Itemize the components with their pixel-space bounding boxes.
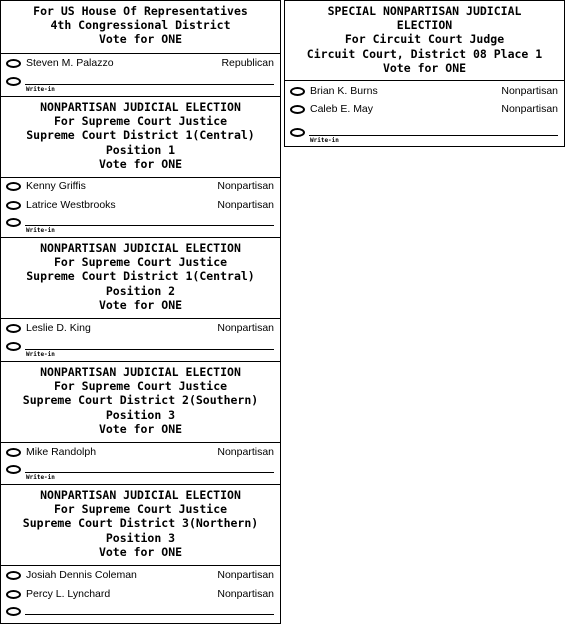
candidate-party: Republican: [221, 57, 274, 69]
contest-title: For Supreme Court Justice: [53, 502, 228, 517]
contest-position: Position 2: [105, 283, 176, 298]
write-in-row[interactable]: [1, 75, 280, 95]
candidate-name: Josiah Dennis Coleman: [26, 569, 137, 581]
contest-title: For Supreme Court Justice: [53, 255, 228, 270]
candidate-party: Nonpartisan: [217, 588, 274, 600]
candidate-name: Mike Randolph: [26, 446, 97, 458]
vote-instruction: Vote for ONE: [382, 60, 467, 75]
divider: [1, 318, 280, 319]
vote-oval[interactable]: [6, 77, 21, 86]
contest-title: For US House Of Representatives: [33, 4, 248, 18]
contest-position: Position 3: [105, 407, 176, 422]
vote-oval[interactable]: [6, 59, 21, 68]
candidate-name: Percy L. Lynchard: [26, 588, 111, 600]
candidate-name: Brian K. Burns: [310, 85, 378, 97]
contest-header: [1, 97, 280, 171]
contest-header: [1, 485, 280, 559]
candidate-row[interactable]: [1, 568, 280, 586]
candidate-row[interactable]: [1, 445, 280, 463]
contest-position: Position 3: [105, 530, 176, 545]
candidate-row[interactable]: [1, 587, 280, 605]
contest-circuit-court-d08-p1: [284, 0, 565, 147]
candidate-row[interactable]: [285, 84, 564, 102]
candidate-name: Caleb E. May: [310, 103, 374, 115]
candidate-row[interactable]: [1, 198, 280, 216]
candidate-party: Nonpartisan: [501, 85, 558, 97]
contest-type: NONPARTISAN JUDICIAL ELECTION: [40, 488, 241, 502]
divider: [285, 80, 564, 81]
divider: [1, 442, 280, 443]
candidate-row[interactable]: [1, 179, 280, 197]
vote-oval[interactable]: [290, 128, 305, 137]
contest-supreme-court-d1-p1: [0, 96, 281, 238]
contest-header: [1, 1, 280, 47]
vote-oval[interactable]: [6, 448, 21, 457]
vote-oval[interactable]: [6, 590, 21, 599]
candidate-row[interactable]: [1, 321, 280, 339]
contest-type: NONPARTISAN JUDICIAL ELECTION: [40, 100, 241, 114]
write-in-line[interactable]: [25, 349, 274, 350]
contest-type: NONPARTISAN JUDICIAL ELECTION: [40, 241, 241, 255]
write-in-row[interactable]: [1, 463, 280, 483]
contest-supreme-court-d1-p2: [0, 237, 281, 362]
vote-instruction: Vote for ONE: [98, 32, 183, 47]
write-in-label: Write-in: [26, 351, 55, 358]
write-in-line[interactable]: [25, 472, 274, 473]
vote-oval[interactable]: [6, 324, 21, 333]
write-in-row[interactable]: [285, 126, 564, 146]
write-in-row[interactable]: [1, 340, 280, 360]
contest-header: [285, 1, 564, 75]
write-in-line[interactable]: [25, 614, 274, 615]
contest-type: SPECIAL NONPARTISAN JUDICIAL: [327, 4, 522, 18]
contest-district: Supreme Court District 1(Central): [26, 128, 255, 143]
write-in-line[interactable]: [25, 84, 274, 85]
divider: [1, 565, 280, 566]
vote-oval[interactable]: [6, 201, 21, 210]
contest-type: NONPARTISAN JUDICIAL ELECTION: [40, 365, 241, 379]
contest-district: Supreme Court District 3(Northern): [22, 516, 259, 531]
vote-instruction: Vote for ONE: [98, 544, 183, 559]
write-in-label: Write-in: [310, 137, 339, 144]
contest-title: For Supreme Court Justice: [53, 379, 228, 394]
contest-title: For Circuit Court Judge: [344, 32, 505, 47]
vote-oval[interactable]: [6, 342, 21, 351]
vote-oval[interactable]: [290, 105, 305, 114]
vote-instruction: Vote for ONE: [98, 421, 183, 436]
contest-us-house: [0, 0, 281, 97]
vote-oval[interactable]: [6, 465, 21, 474]
vote-instruction: Vote for ONE: [98, 156, 183, 171]
vote-oval[interactable]: [6, 571, 21, 580]
candidate-name: Leslie D. King: [26, 322, 91, 334]
divider: [1, 53, 280, 54]
vote-oval[interactable]: [290, 87, 305, 96]
write-in-line[interactable]: [25, 225, 274, 226]
candidate-party: Nonpartisan: [217, 180, 274, 192]
contest-supreme-court-d3-p3: [0, 484, 281, 624]
contest-district: Supreme Court District 1(Central): [26, 269, 255, 284]
contest-district: 4th Congressional District: [50, 18, 231, 33]
write-in-label: Write-in: [26, 86, 55, 93]
candidate-party: Nonpartisan: [217, 569, 274, 581]
contest-supreme-court-d2-p3: [0, 361, 281, 485]
contest-title: For Supreme Court Justice: [53, 114, 228, 129]
candidate-name: Kenny Griffis: [26, 180, 86, 192]
write-in-line[interactable]: [309, 135, 558, 136]
write-in-label: Write-in: [26, 474, 55, 481]
vote-oval[interactable]: [6, 182, 21, 191]
divider: [1, 177, 280, 178]
candidate-name: Steven M. Palazzo: [26, 57, 114, 69]
candidate-party: Nonpartisan: [217, 446, 274, 458]
candidate-party: Nonpartisan: [217, 322, 274, 334]
contest-district: Supreme Court District 2(Southern): [22, 393, 259, 408]
write-in-row[interactable]: [1, 605, 280, 624]
candidate-row[interactable]: [1, 56, 280, 74]
contest-header: [1, 238, 280, 312]
contest-district: Circuit Court, District 08 Place 1: [306, 46, 543, 61]
contest-header: [1, 362, 280, 436]
candidate-row[interactable]: [285, 102, 564, 120]
contest-type-cont: ELECTION: [396, 18, 453, 33]
write-in-row[interactable]: [1, 216, 280, 236]
contest-position: Position 1: [105, 142, 176, 157]
vote-oval[interactable]: [6, 607, 21, 616]
vote-oval[interactable]: [6, 218, 21, 227]
write-in-label: Write-in: [26, 227, 55, 234]
candidate-name: Latrice Westbrooks: [26, 199, 116, 211]
candidate-party: Nonpartisan: [501, 103, 558, 115]
vote-instruction: Vote for ONE: [98, 297, 183, 312]
candidate-party: Nonpartisan: [217, 199, 274, 211]
